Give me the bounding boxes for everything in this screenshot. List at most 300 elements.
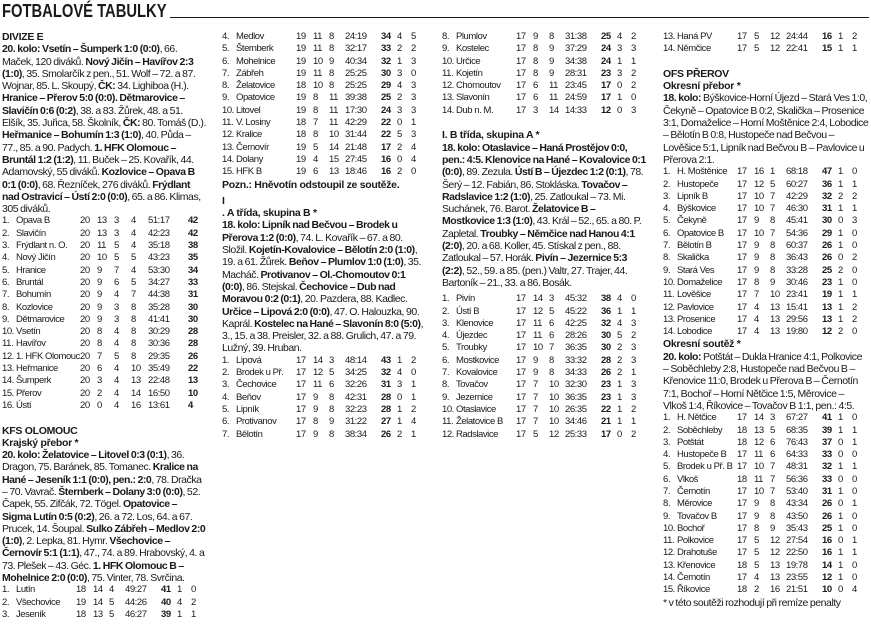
table-row	[663, 31, 864, 43]
cell-lost: 9	[770, 276, 775, 288]
cell-pen-lost: 1	[411, 379, 416, 391]
table-row	[222, 68, 423, 80]
cell-played: 17	[516, 55, 526, 67]
cell-won: 2	[97, 387, 102, 399]
cell-drawn: 3	[114, 227, 119, 239]
cell-points: 16	[822, 535, 832, 547]
cell-points: 23	[601, 67, 611, 79]
cell-lost: 13	[770, 313, 780, 325]
cell-played: 17	[296, 403, 306, 415]
cell-score: 22:50	[786, 547, 808, 559]
cell-lost: 3	[770, 412, 775, 424]
cell-points: 25	[822, 522, 832, 534]
cell-rank: 11.	[222, 117, 234, 129]
cell-points: 31	[381, 379, 391, 391]
cell-rank: 5.	[442, 342, 450, 354]
cell-pen-won: 3	[397, 67, 402, 79]
cell-points: 25	[381, 92, 391, 104]
cell-points: 16	[381, 166, 391, 178]
cell-won: 2	[754, 584, 759, 596]
cell-pen-won: 0	[838, 473, 843, 485]
cell-lost: 8	[329, 403, 334, 415]
cell-lost: 9	[329, 416, 334, 428]
cell-team: Heřmanice	[16, 363, 58, 375]
cell-team: H. Nětčice	[677, 412, 717, 424]
cell-played: 17	[737, 166, 747, 178]
cell-won: 11	[313, 379, 322, 391]
cell-score: 21:51	[786, 584, 808, 596]
cell-pen-lost: 2	[852, 301, 857, 313]
cell-lost: 6	[770, 449, 775, 461]
table-row	[663, 511, 864, 523]
cell-won: 14	[93, 596, 103, 608]
cell-played: 17	[737, 412, 747, 424]
cell-points: 31	[188, 289, 198, 301]
note: Pozn.: Hněvotín odstoupil ze soutěže.	[222, 178, 400, 191]
cell-score: 25:33	[565, 428, 587, 440]
cell-rank: 12.	[442, 428, 454, 440]
cell-won: 9	[754, 240, 759, 252]
table-row	[663, 203, 864, 215]
cell-score: 45:32	[565, 293, 587, 305]
cell-won: 6	[533, 80, 538, 92]
cell-score: 21:48	[345, 141, 367, 153]
cell-played: 17	[516, 342, 526, 354]
cell-pen-won: 0	[838, 215, 843, 227]
cell-rank: 8.	[2, 301, 10, 313]
cell-won: 12	[754, 436, 764, 448]
cell-score: 28:26	[565, 330, 587, 342]
cell-score: 34:27	[148, 276, 170, 288]
table-row	[663, 314, 864, 326]
cell-team: Bochoř	[677, 522, 705, 534]
cell-lost: 6	[770, 436, 775, 448]
cell-rank: 14.	[442, 104, 454, 116]
table-row	[2, 609, 203, 621]
cell-pen-won: 1	[838, 43, 843, 55]
cell-score: 42:29	[345, 117, 367, 129]
cell-lost: 8	[131, 301, 136, 313]
cell-lost: 16	[770, 584, 780, 596]
table-row	[663, 240, 864, 252]
cell-score: 27:45	[345, 153, 367, 165]
cell-played: 17	[737, 535, 747, 547]
cell-pen-lost: 1	[191, 608, 196, 620]
cell-won: 4	[754, 313, 759, 325]
cell-won: 11	[313, 31, 322, 42]
cell-played: 17	[737, 510, 747, 522]
cell-pen-lost: 3	[411, 129, 416, 141]
cell-rank: 3.	[222, 379, 230, 391]
cell-won: 11	[313, 43, 322, 55]
table-row	[2, 215, 206, 227]
roman-marker: I	[222, 194, 225, 207]
cell-rank: 3.	[663, 436, 671, 448]
cell-rank: 15.	[663, 584, 675, 596]
cell-points: 26	[381, 428, 391, 440]
cell-won: 9	[97, 313, 102, 325]
cell-pen-won: 4	[397, 80, 402, 92]
table-row	[663, 547, 864, 559]
cell-points: 16	[822, 547, 832, 559]
cell-lost: 8	[131, 350, 136, 362]
cell-won: 14	[754, 412, 764, 424]
cell-won: 9	[313, 391, 318, 403]
cell-played: 19	[296, 67, 306, 79]
cell-score: 34:25	[345, 367, 367, 379]
cell-pen-won: 0	[838, 449, 843, 461]
table-row	[2, 363, 206, 375]
cell-points: 26	[601, 367, 611, 379]
cell-points: 23	[822, 276, 832, 288]
cell-lost: 5	[131, 276, 136, 288]
cell-team: Haná PV	[677, 31, 712, 42]
cell-pen-won: 1	[838, 203, 843, 215]
cell-team: Zábřeh	[236, 67, 264, 79]
cell-pen-won: 0	[617, 428, 622, 440]
cell-pen-won: 1	[838, 178, 843, 190]
cell-team: Plumlov	[456, 31, 487, 42]
cell-score: 30:29	[148, 326, 170, 338]
cell-rank: 7.	[663, 240, 671, 252]
cell-lost: 11	[549, 80, 558, 92]
cell-rank: 5.	[663, 215, 671, 227]
cell-pen-won: 2	[397, 92, 402, 104]
cell-points: 22	[381, 129, 391, 141]
cell-score: 67:27	[786, 412, 808, 424]
table-row	[442, 56, 643, 68]
cell-pen-lost: 2	[852, 190, 857, 202]
table-row	[442, 355, 643, 367]
cell-score: 24:59	[565, 92, 587, 104]
cell-team: Šternberk	[236, 43, 274, 55]
cell-points: 41	[822, 412, 832, 424]
cell-played: 18	[296, 129, 306, 141]
cell-played: 20	[80, 240, 90, 252]
cell-pen-won: 2	[838, 190, 843, 202]
cell-won: 13	[97, 215, 107, 227]
cell-team: Želatovice B	[456, 416, 503, 428]
cell-points: 26	[822, 240, 832, 252]
section-heading-kfs: KFS OLOMOUC	[2, 424, 78, 437]
cell-team: Protivanov	[236, 416, 277, 428]
cell-rank: 13.	[663, 559, 675, 571]
table-row	[222, 56, 423, 68]
table-row	[663, 560, 864, 572]
cell-points: 22	[601, 403, 611, 415]
cell-pen-lost: 2	[852, 252, 857, 264]
cell-team: 1. HFK Olomouc	[16, 350, 80, 362]
cell-score: 14:33	[565, 104, 587, 116]
cell-pen-won: 4	[397, 367, 402, 379]
cell-lost: 7	[770, 203, 775, 215]
cell-score: 43:34	[786, 498, 808, 510]
cell-score: 15:41	[786, 301, 808, 313]
cell-team: Čekyně	[677, 215, 707, 227]
cell-pen-lost: 1	[411, 428, 416, 440]
cell-team: Lutín	[16, 584, 35, 596]
cell-pen-won: 2	[838, 326, 843, 338]
cell-drawn: 4	[114, 399, 119, 411]
cell-team: Vsetín	[16, 326, 41, 338]
cell-team: Klenovice	[456, 317, 494, 329]
cell-team: Přerov	[16, 387, 42, 399]
cell-points: 27	[381, 416, 391, 428]
cell-team: Čechovice	[236, 379, 277, 391]
cell-won: 16	[754, 166, 764, 178]
cell-score: 46:27	[125, 608, 147, 620]
cell-played: 17	[737, 178, 747, 190]
table-row	[2, 326, 206, 338]
cell-won: 8	[313, 92, 318, 104]
subsection-heading-krajsky-prebor: Krajský přebor *	[2, 436, 79, 449]
cell-team: Bohumín	[16, 289, 51, 301]
column-3	[442, 31, 647, 441]
cell-won: 8	[313, 129, 318, 141]
cell-lost: 8	[770, 264, 775, 276]
cell-played: 18	[296, 80, 306, 92]
cell-lost: 8	[770, 240, 775, 252]
cell-lost: 11	[549, 92, 558, 104]
cell-points: 26	[822, 498, 832, 510]
cell-pen-lost: 3	[631, 379, 636, 391]
cell-team: Černotín	[677, 485, 710, 497]
cell-team: Litovel	[236, 104, 261, 116]
cell-team: Jezernice	[456, 391, 493, 403]
standings-table-krajsky-prebor	[2, 584, 203, 621]
cell-points: 39	[161, 608, 171, 620]
cell-pen-won: 2	[617, 342, 622, 354]
table-row	[222, 429, 423, 441]
cell-played: 18	[76, 608, 86, 620]
standings-table-okresni-prebor	[663, 166, 864, 338]
cell-lost: 8	[549, 367, 554, 379]
cell-pen-won: 2	[397, 166, 402, 178]
cell-rank: 9.	[442, 391, 450, 403]
cell-rank: 1.	[663, 166, 671, 178]
table-row	[442, 429, 643, 441]
subsection-heading-a-trida: . A třída, skupina B *	[222, 207, 317, 220]
cell-pen-lost: 2	[411, 403, 416, 415]
cell-lost: 10	[549, 416, 559, 428]
table-row	[663, 584, 864, 596]
cell-lost: 6	[329, 379, 334, 391]
cell-lost: 13	[770, 301, 780, 313]
cell-lost: 11	[329, 92, 338, 104]
results-text-okresni-prebor: 18. kolo: Býškovice-Horní Újezd – Stará Ves 1:0, Čekyně – Opatovice B 0:2, Skalička – Prosenice 3:1, Domaželice – Horní Moštěnice 2:4, Lobodice – Bělotín B 0:8, Hustopeče nad Bečvou – Lověšice 5:1, Lipník nad Bečvou B – Pavlovice u Přerova 2:1.	[663, 92, 869, 166]
standings-table-b-trida-cont	[663, 31, 864, 56]
cell-played: 17	[296, 367, 306, 379]
cell-score: 37:29	[565, 43, 587, 55]
cell-pen-won: 1	[617, 379, 622, 391]
cell-points: 17	[601, 428, 611, 440]
cell-team: Pivín	[456, 293, 475, 305]
cell-rank: 1.	[442, 293, 450, 305]
cell-points: 28	[381, 391, 391, 403]
cell-lost: 9	[549, 55, 554, 67]
cell-score: 68:18	[786, 166, 808, 178]
cell-points: 29	[381, 80, 391, 92]
cell-lost: 15	[329, 153, 339, 165]
cell-played: 18	[737, 559, 747, 571]
table-row	[442, 68, 643, 80]
table-row	[222, 367, 423, 379]
cell-won: 5	[313, 141, 318, 153]
cell-pen-lost: 1	[852, 498, 857, 510]
cell-pen-won: 1	[838, 31, 843, 42]
cell-rank: 9.	[2, 313, 10, 325]
cell-pen-won: 1	[838, 289, 843, 301]
cell-team: Stará Ves	[677, 264, 715, 276]
cell-points: 16	[822, 31, 832, 42]
table-row	[442, 31, 643, 43]
cell-pen-lost: 1	[411, 391, 416, 403]
cell-lost: 5	[770, 424, 775, 436]
cell-score: 45:22	[565, 305, 587, 317]
cell-played: 17	[516, 80, 526, 92]
cell-team: Pavlovice	[677, 301, 714, 313]
cell-lost: 8	[770, 498, 775, 510]
cell-won: 4	[754, 572, 759, 584]
cell-played: 17	[516, 428, 526, 440]
cell-pen-lost: 1	[852, 535, 857, 547]
cell-points: 33	[822, 473, 832, 485]
cell-points: 17	[601, 92, 611, 104]
cell-played: 17	[737, 449, 747, 461]
cell-lost: 14	[549, 104, 559, 116]
cell-played: 17	[737, 485, 747, 497]
cell-team: Kralice	[236, 129, 262, 141]
cell-points: 12	[822, 572, 832, 584]
cell-lost: 8	[329, 31, 334, 42]
cell-won: 5	[754, 547, 759, 559]
cell-played: 18	[737, 436, 747, 448]
cell-team: Říkovice	[677, 584, 710, 596]
cell-rank: 7.	[2, 289, 10, 301]
cell-score: 19:78	[786, 559, 808, 571]
cell-rank: 2.	[663, 178, 671, 190]
cell-played: 18	[737, 584, 747, 596]
table-row	[663, 166, 864, 178]
cell-pen-lost: 1	[631, 367, 636, 379]
table-row	[222, 416, 423, 428]
table-row	[222, 379, 423, 391]
table-row	[222, 142, 423, 154]
cell-lost: 4	[131, 215, 136, 227]
cell-rank: 11.	[2, 338, 14, 350]
table-row	[663, 179, 864, 191]
cell-points: 40	[161, 596, 171, 608]
cell-points: 30	[188, 313, 198, 325]
cell-drawn: 3	[114, 215, 119, 227]
cell-lost: 8	[770, 510, 775, 522]
cell-pen-won: 1	[838, 485, 843, 497]
cell-pen-won: 1	[838, 461, 843, 473]
cell-team: Křenovice	[677, 559, 716, 571]
cell-won: 3	[97, 375, 102, 387]
footnote: * v této soutěži rozhodují při remíze penalty	[663, 596, 841, 609]
cell-score: 60:27	[786, 178, 808, 190]
cell-rank: 12.	[222, 129, 234, 141]
cell-rank: 1.	[2, 584, 10, 596]
section-heading-divize: DIVIZE E	[2, 31, 44, 43]
cell-won: 7	[533, 391, 538, 403]
table-row	[442, 379, 643, 391]
cell-pen-won: 1	[838, 301, 843, 313]
cell-pen-lost: 2	[191, 596, 196, 608]
cell-won: 4	[754, 326, 759, 338]
cell-rank: 4.	[442, 330, 450, 342]
cell-rank: 3.	[2, 608, 10, 620]
cell-team: Nový Jičín	[16, 252, 56, 264]
cell-team: Jeseník	[16, 608, 46, 620]
standings-table-a-trida-cont	[442, 31, 643, 117]
cell-team: Slavonín	[456, 92, 490, 104]
cell-score: 44:26	[125, 596, 147, 608]
table-row	[663, 486, 864, 498]
cell-pen-lost: 1	[852, 436, 857, 448]
cell-rank: 15.	[222, 166, 234, 178]
cell-team: Mohelnice	[236, 55, 276, 67]
cell-points: 14	[822, 559, 832, 571]
cell-points: 19	[822, 289, 832, 301]
column-1	[2, 31, 207, 621]
cell-score: 49:27	[125, 584, 147, 596]
cell-pen-lost: 2	[631, 31, 636, 42]
cell-lost: 5	[549, 305, 554, 317]
cell-score: 40:34	[345, 55, 367, 67]
cell-won: 13	[93, 608, 103, 620]
cell-played: 20	[80, 264, 90, 276]
table-row	[442, 367, 643, 379]
table-row	[2, 375, 206, 387]
cell-lost: 8	[131, 338, 136, 350]
cell-rank: 15.	[2, 387, 14, 399]
cell-pen-lost: 0	[852, 240, 857, 252]
cell-played: 18	[296, 117, 306, 129]
cell-points: 12	[822, 326, 832, 338]
cell-rank: 2.	[222, 367, 230, 379]
cell-points: 4	[188, 399, 193, 411]
cell-rank: 4.	[222, 391, 230, 403]
cell-score: 41:41	[148, 313, 170, 325]
cell-pen-lost: 3	[631, 43, 636, 55]
table-row	[442, 293, 643, 305]
cell-played: 17	[516, 92, 526, 104]
cell-pen-won: 0	[617, 80, 622, 92]
cell-points: 16	[381, 153, 391, 165]
cell-played: 17	[737, 572, 747, 584]
cell-played: 17	[516, 416, 526, 428]
table-row	[663, 498, 864, 510]
cell-lost: 8	[329, 67, 334, 79]
table-row	[442, 342, 643, 354]
cell-won: 5	[754, 559, 759, 571]
cell-lost: 12	[770, 43, 780, 55]
cell-pen-lost: 0	[852, 264, 857, 276]
cell-pen-won: 1	[397, 416, 402, 428]
cell-lost: 13	[770, 559, 780, 571]
cell-played: 17	[516, 367, 526, 379]
cell-won: 10	[754, 485, 764, 497]
cell-score: 31:22	[345, 416, 367, 428]
cell-played: 17	[516, 104, 526, 116]
cell-won: 5	[533, 428, 538, 440]
cell-rank: 4.	[663, 203, 671, 215]
table-row	[222, 166, 423, 178]
table-row	[442, 105, 643, 117]
cell-team: H. Moštěnice	[677, 166, 728, 178]
